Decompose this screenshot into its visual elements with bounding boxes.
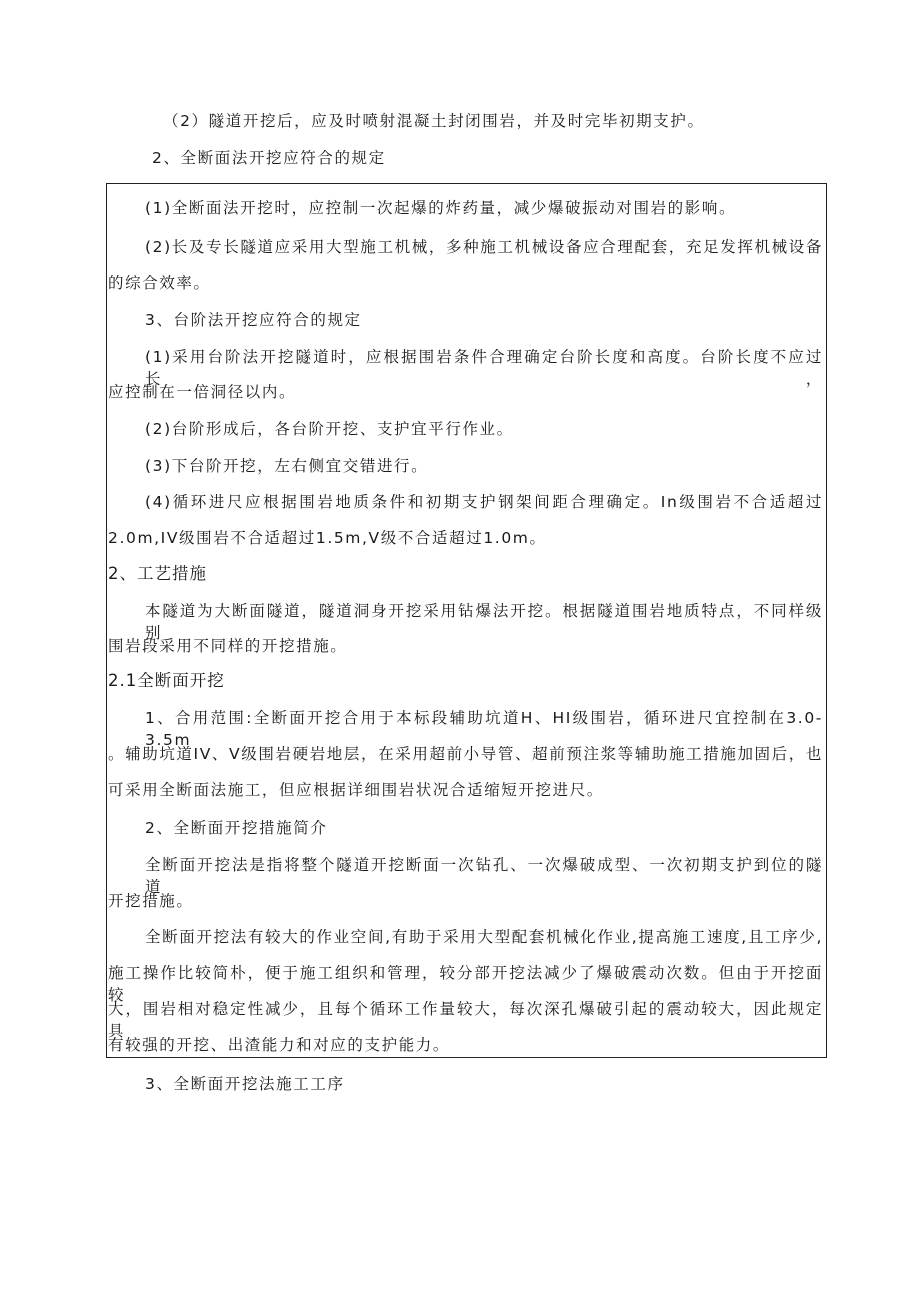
- section-heading-construction-sequence: 3、全断面开挖法施工工序: [145, 1075, 345, 1093]
- process-intro-line-2: 围岩段采用不同样的开挖措施。: [108, 637, 348, 655]
- section-heading-method-intro: 2、全断面开挖措施简介: [145, 819, 328, 837]
- method-features-line-1: 全断面开挖法有较大的作业空间,有助于采用大型配套机械化作业,提高施工速度,且工序少,: [145, 928, 823, 946]
- bench-rule-4-line-1: (4)循环进尺应根据围岩地质条件和初期支护钢架间距合理确定。In级围岩不合适超过: [145, 493, 823, 511]
- section-heading-bench-method: 3、台阶法开挖应符合的规定: [145, 311, 362, 329]
- full-face-rule-1: (1)全断面法开挖时，应控制一次起爆的炸药量，减少爆破振动对围岩的影响。: [145, 199, 737, 217]
- scope-line-1: 1、合用范围:全断面开挖合用于本标段辅助坑道H、HI级围岩，循环进尺宜控制在3.0-3.5m: [145, 709, 823, 749]
- method-features-line-4: 有较强的开挖、出渣能力和对应的支护能力。: [108, 1036, 451, 1054]
- section-heading-process-measures: 2、工艺措施: [108, 564, 207, 583]
- full-face-rule-2-line-2: 的综合效率。: [108, 274, 211, 292]
- bench-rule-4-line-2: 2.0m,IV级围岩不合适超过1.5m,V级不合适超过1.0m。: [108, 529, 547, 547]
- method-features-line-2: 施工操作比较简朴，便于施工组织和管理，较分部开挖法减少了爆破震动次数。但由于开挖面较: [108, 964, 823, 1004]
- method-definition-line-1: 全断面开挖法是指将整个隧道开挖断面一次钻孔、一次爆破成型、一次初期支护到位的隧道: [145, 856, 823, 896]
- scope-line-2: 。辅助坑道IV、V级围岩硬岩地层，在采用超前小导管、超前预注浆等辅助施工措施加固后，也: [108, 745, 823, 763]
- method-definition-line-2: 开挖措施。: [108, 892, 194, 910]
- section-heading-full-face: 2、全断面法开挖应符合的规定: [152, 149, 386, 167]
- full-face-rule-2-line-1: (2)长及专长隧道应采用大型施工机械，多种施工机械设备应合理配套，充足发挥机械设备: [145, 238, 823, 256]
- method-features-line-3: 大，围岩相对稳定性减少，且每个循环工作量较大，每次深孔爆破引起的震动较大，因此规定具: [108, 1000, 823, 1040]
- intro-item-2-sealing: （2）隧道开挖后，应及时喷射混凝土封闭围岩，并及时完毕初期支护。: [163, 112, 705, 130]
- bench-rule-3: (3)下台阶开挖，左右侧宜交错进行。: [145, 457, 429, 475]
- process-intro-line-1: 本隧道为大断面隧道，隧道洞身开挖采用钻爆法开挖。根据隧道围岩地质特点，不同样级别: [145, 602, 823, 642]
- scope-line-3: 可采用全断面法施工，但应根据详细围岩状况合适缩短开挖进尺。: [108, 781, 604, 799]
- bench-rule-1-line-1: (1)采用台阶法开挖隧道时，应根据围岩条件合理确定台阶长度和高度。台阶长度不应过长，: [145, 348, 823, 388]
- bench-rule-2: (2)台阶形成后，各台阶开挖、支护宜平行作业。: [145, 420, 514, 438]
- bench-rule-1-line-2: 应控制在一倍洞径以内。: [108, 383, 297, 401]
- section-heading-full-face-excavation: 2.1全断面开挖: [108, 671, 225, 690]
